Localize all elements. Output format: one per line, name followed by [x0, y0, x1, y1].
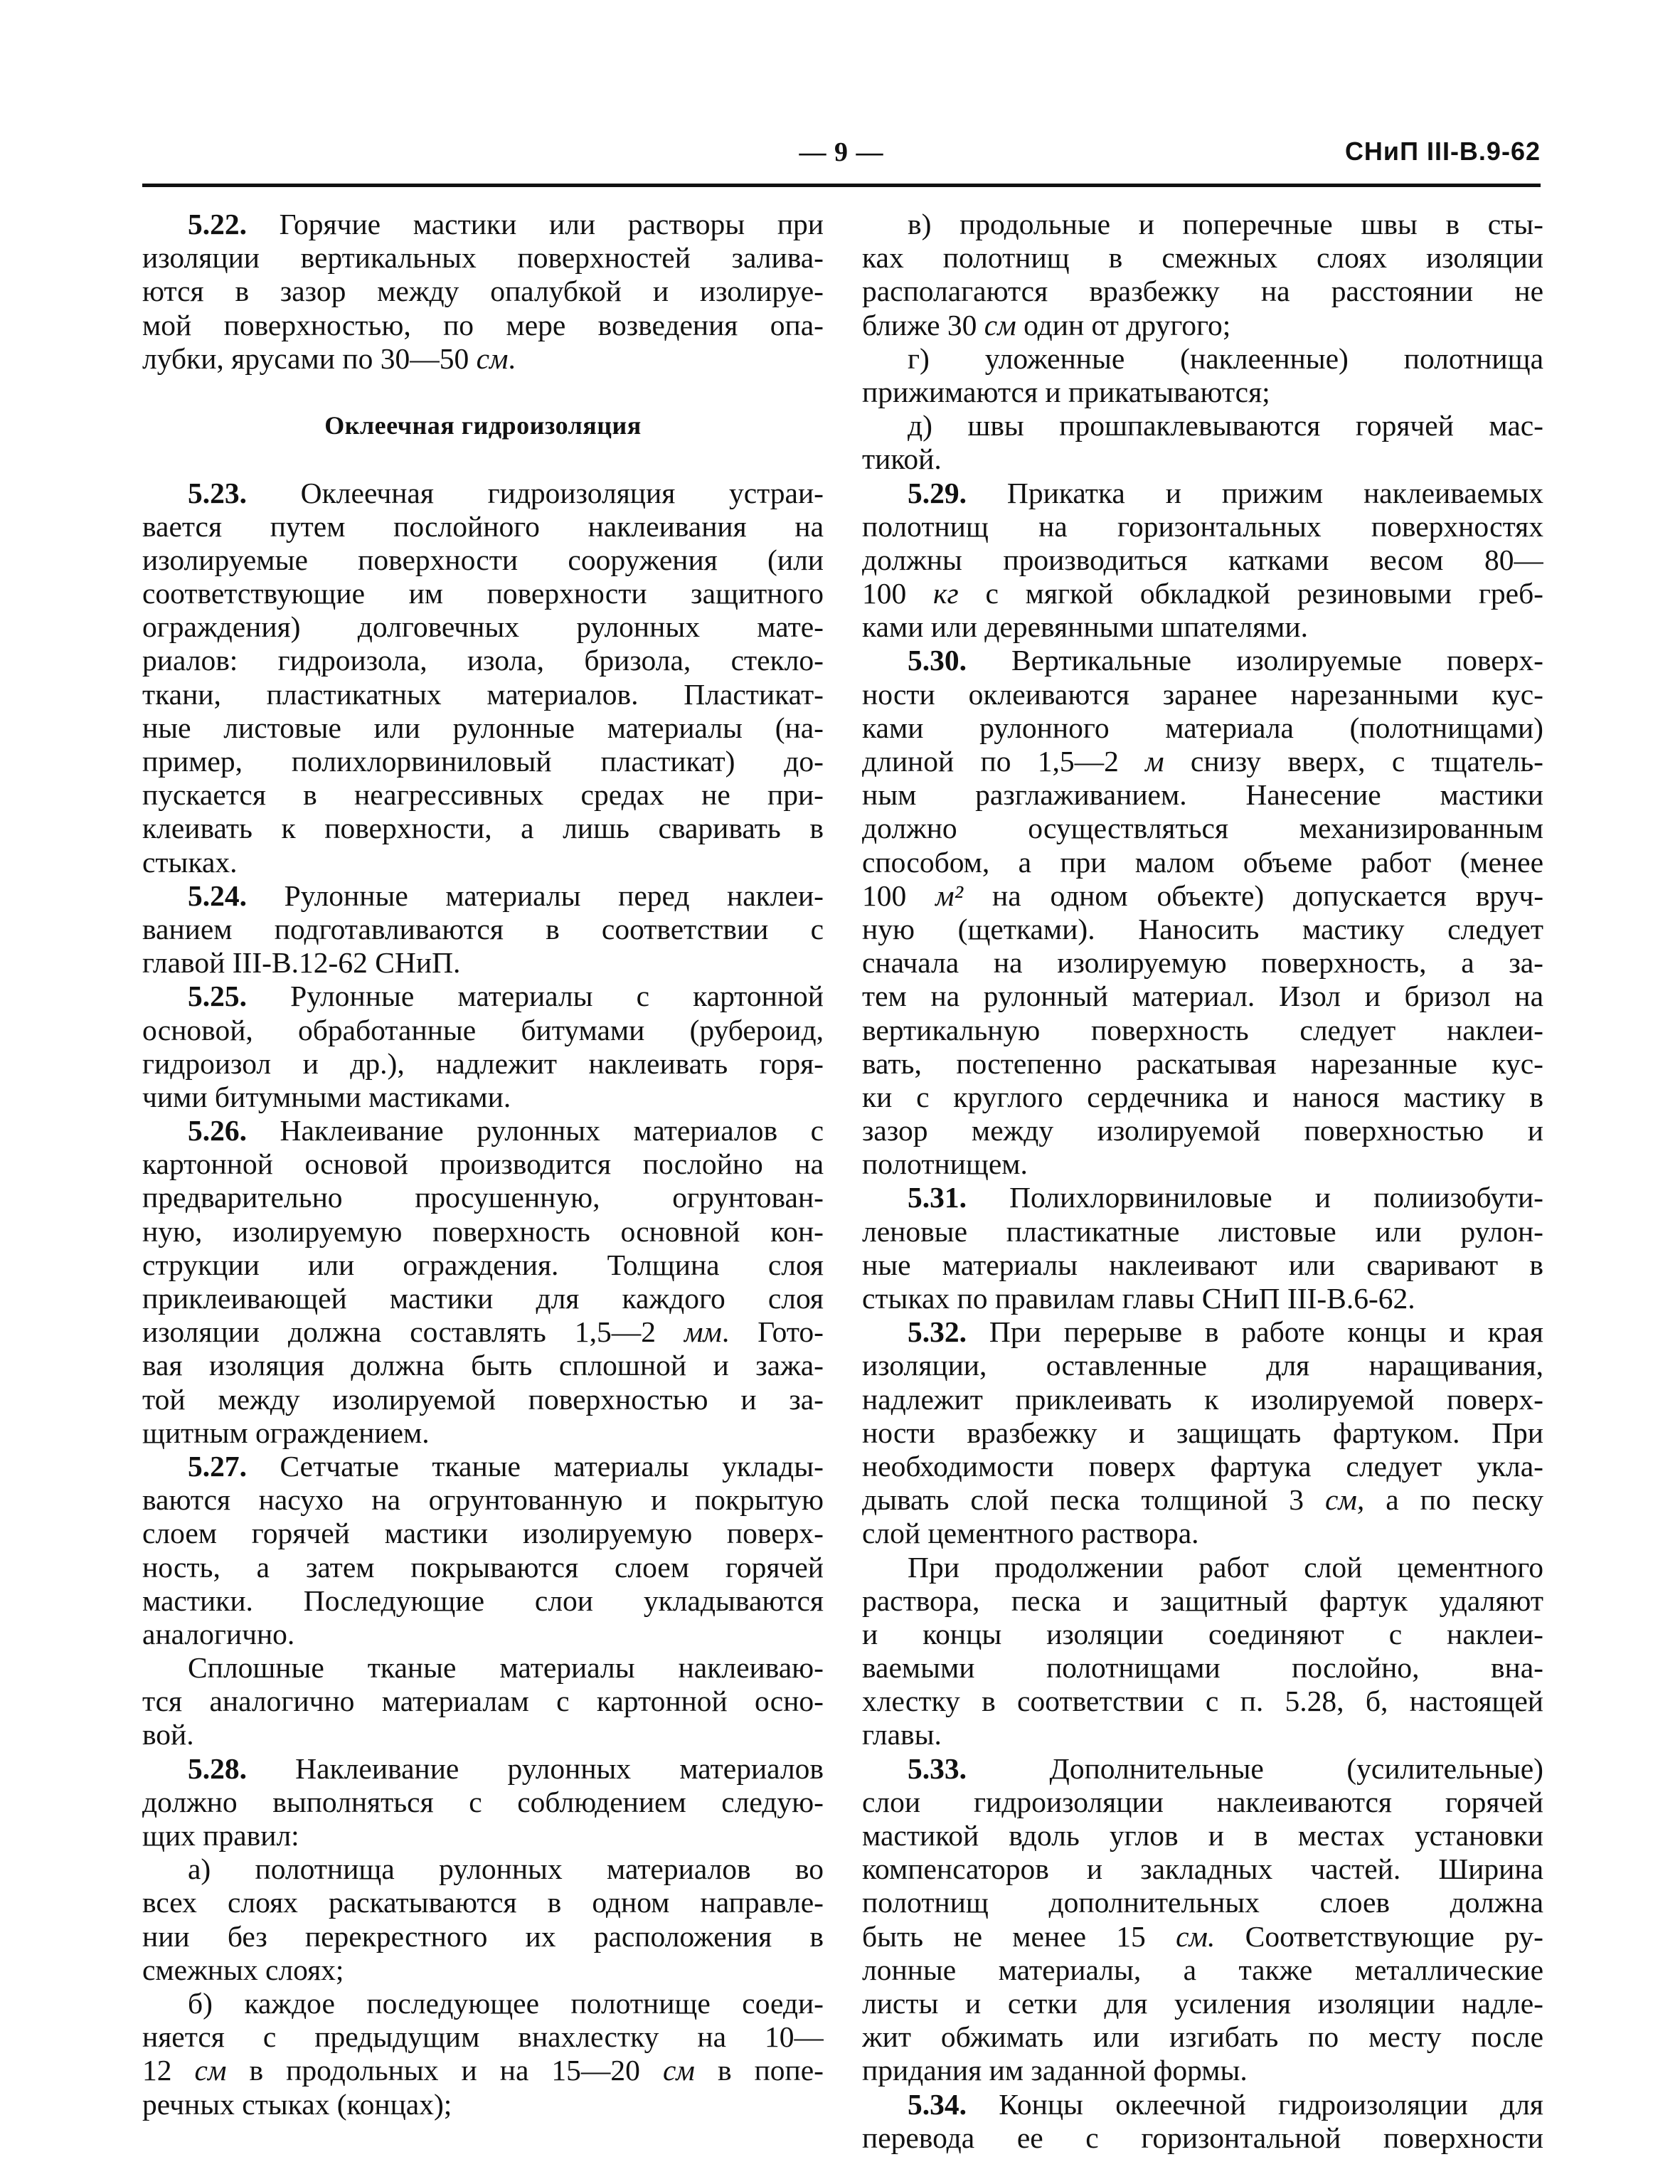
paragraph-5-30: 5.30. Вертикальные изолируемые поверх- ности оклеиваются заранее нарезанными кус- ками рулонного материала (полотнищами) длиной по 1,5—2 м снизу вверх, с тщатель- ным разглаживанием. Нанесение мастики должно осуществляться механизированным способом, а при малом объеме работ (менее 100 м² на одном объекте) допускается вруч- ную (щетками). Наносить мастику следует сначала на изолируемую поверхность, а за- тем на рулонный материал. Изол и бризол на вертикальную поверхность следует наклеи- вать, постепенно раскатывая нарезанные кус- ки с круглого сердечника и нанося мастику в зазор между изолируемой поверхностью и полотнищем. [862, 644, 1543, 1181]
paragraph-5-29: 5.29. Прикатка и прижим наклеиваемых полотнищ на горизонтальных поверхностях должны производиться катками весом 80— 100 кг с мягкой обкладкой резиновыми греб- ками или деревянными шпателями. [862, 476, 1543, 644]
page-number: — 9 — [799, 137, 884, 167]
paragraph-5-27: 5.27. Сетчатые тканые материалы уклады- ваются насухо на огрунтованную и покрытую слоем горячей мастики изолируемую поверх- ность, а затем покрываются слоем горячей мастики. Последующие слои укладываются аналогично. [142, 1449, 824, 1650]
list-item-g: г) уложенные (наклеенные) полотнища прижимаются и прикатываются; [862, 341, 1543, 408]
paragraph-5-32-continued: При продолжении работ слой цементного раствора, песка и защитный фартук удаляют и концы изоляции соединяют с наклеи- ваемыми полотнищами послойно, вна- хлестку в соответствии с п. 5.28, б, настоящей главы. [862, 1550, 1543, 1751]
paragraph-5-23: 5.23. Оклеечная гидроизоляция устраи- вается путем послойного наклеивания на изолируемые поверхности сооружения (или соответствующие им поверхности защитного ограждения) долговечных рулонных мате- риалов: гидроизола, изола, бризола, стекло- ткани, пластикатных материалов. Пластикат- ные листовые или рулонные материалы (на- пример, полихлорвиниловый пластикат) до- пускается в неагрессивных средах не при- клеивать к поверхности, а лишь сваривать в стыках. [142, 476, 824, 879]
paragraph-5-32: 5.32. При перерыве в работе концы и края изоляции, оставленные для наращивания, надлежит приклеивать к изолируемой поверх- ности вразбежку и защищать фартуком. При необходимости поверх фартука следует укла- дывать слой песка толщиной 3 см, а по песку слой цементного раствора. [862, 1315, 1543, 1550]
paragraph-5-24: 5.24. Рулонные материалы перед наклеи- ванием подготавливаются в соответствии с главой III-В.12-62 СНиП. [142, 879, 824, 980]
page-header [142, 137, 1541, 179]
right-column [862, 208, 1543, 2155]
list-item-v: в) продольные и поперечные швы в сты- ках полотнищ в смежных слоях изоляции располагаются вразбежку на расстоянии не ближе 30 см один от другого; [862, 208, 1543, 341]
paragraph-5-22: 5.22. Горячие мастики или растворы при изоляции вертикальных поверхностей залива- ются в зазор между опалубкой и изолируе- мой поверхностью, по мере возведения опа- лубки, ярусами по 30—50 см. [142, 208, 824, 375]
header-rule [142, 184, 1541, 187]
paragraph-5-27-continued: Сплошные тканые материалы наклеиваю- тся аналогично материалам с картонной осно- вой. [142, 1651, 824, 1751]
list-item-a: а) полотнища рулонных материалов во всех слоях раскатываются в одном направле- нии без перекрестного их расположения в смежных слоях; [142, 1852, 824, 1986]
list-item-b: б) каждое последующее полотнище соеди- няется с предыдущим внахлестку на 10— 12 см в продольных и на 15—20 см в попе- речных стыках (концах); [142, 1986, 824, 2121]
paragraph-5-34: 5.34. Концы оклеечной гидроизоляции для перевода ее с горизонтальной поверхности [862, 2087, 1543, 2154]
paragraph-5-28: 5.28. Наклеивание рулонных материалов должно выполняться с соблюдением следую- щих правил: [142, 1751, 824, 1852]
list-item-d: д) швы прошпаклевываются горячей мас- тикой. [862, 409, 1543, 476]
paragraph-5-33: 5.33. Дополнительные (усилительные) слои гидроизоляции наклеиваются горячей мастикой вдоль углов и в местах установки компенсаторов и закладных частей. Ширина полотнищ дополнительных слоев должна быть не менее 15 см. Соответствующие ру- лонные материалы, а также металлические листы и сетки для усиления изоляции надле- жит обжимать или изгибать по месту после придания им заданной формы. [862, 1751, 1543, 2087]
section-heading: Оклеечная гидроизоляция [324, 411, 642, 440]
document-code: СНиП III-В.9-62 [1344, 137, 1541, 166]
paragraph-5-25: 5.25. Рулонные материалы с картонной основой, обработанные битумами (рубероид, гидроизол и др.), надлежит наклеивать горя- чими битумными мастиками. [142, 980, 824, 1113]
left-column [142, 208, 824, 2121]
paragraph-5-31: 5.31. Полихлорвиниловые и полиизобути- леновые пластикатные листовые или рулон- ные материалы наклеивают или сваривают в стыках по правилам главы СНиП III-В.6-62. [862, 1181, 1543, 1315]
paragraph-5-26: 5.26. Наклеивание рулонных материалов с картонной основой производится послойно на предварительно просушенную, огрунтован- ную, изолируемую поверхность основной кон- струкции или ограждения. Толщина слоя приклеивающей мастики для каждого слоя изоляции должна составлять 1,5—2 мм. Гото- вая изоляция должна быть сплошной и зажа- той между изолируемой поверхностью и за- щитным ограждением. [142, 1114, 824, 1449]
